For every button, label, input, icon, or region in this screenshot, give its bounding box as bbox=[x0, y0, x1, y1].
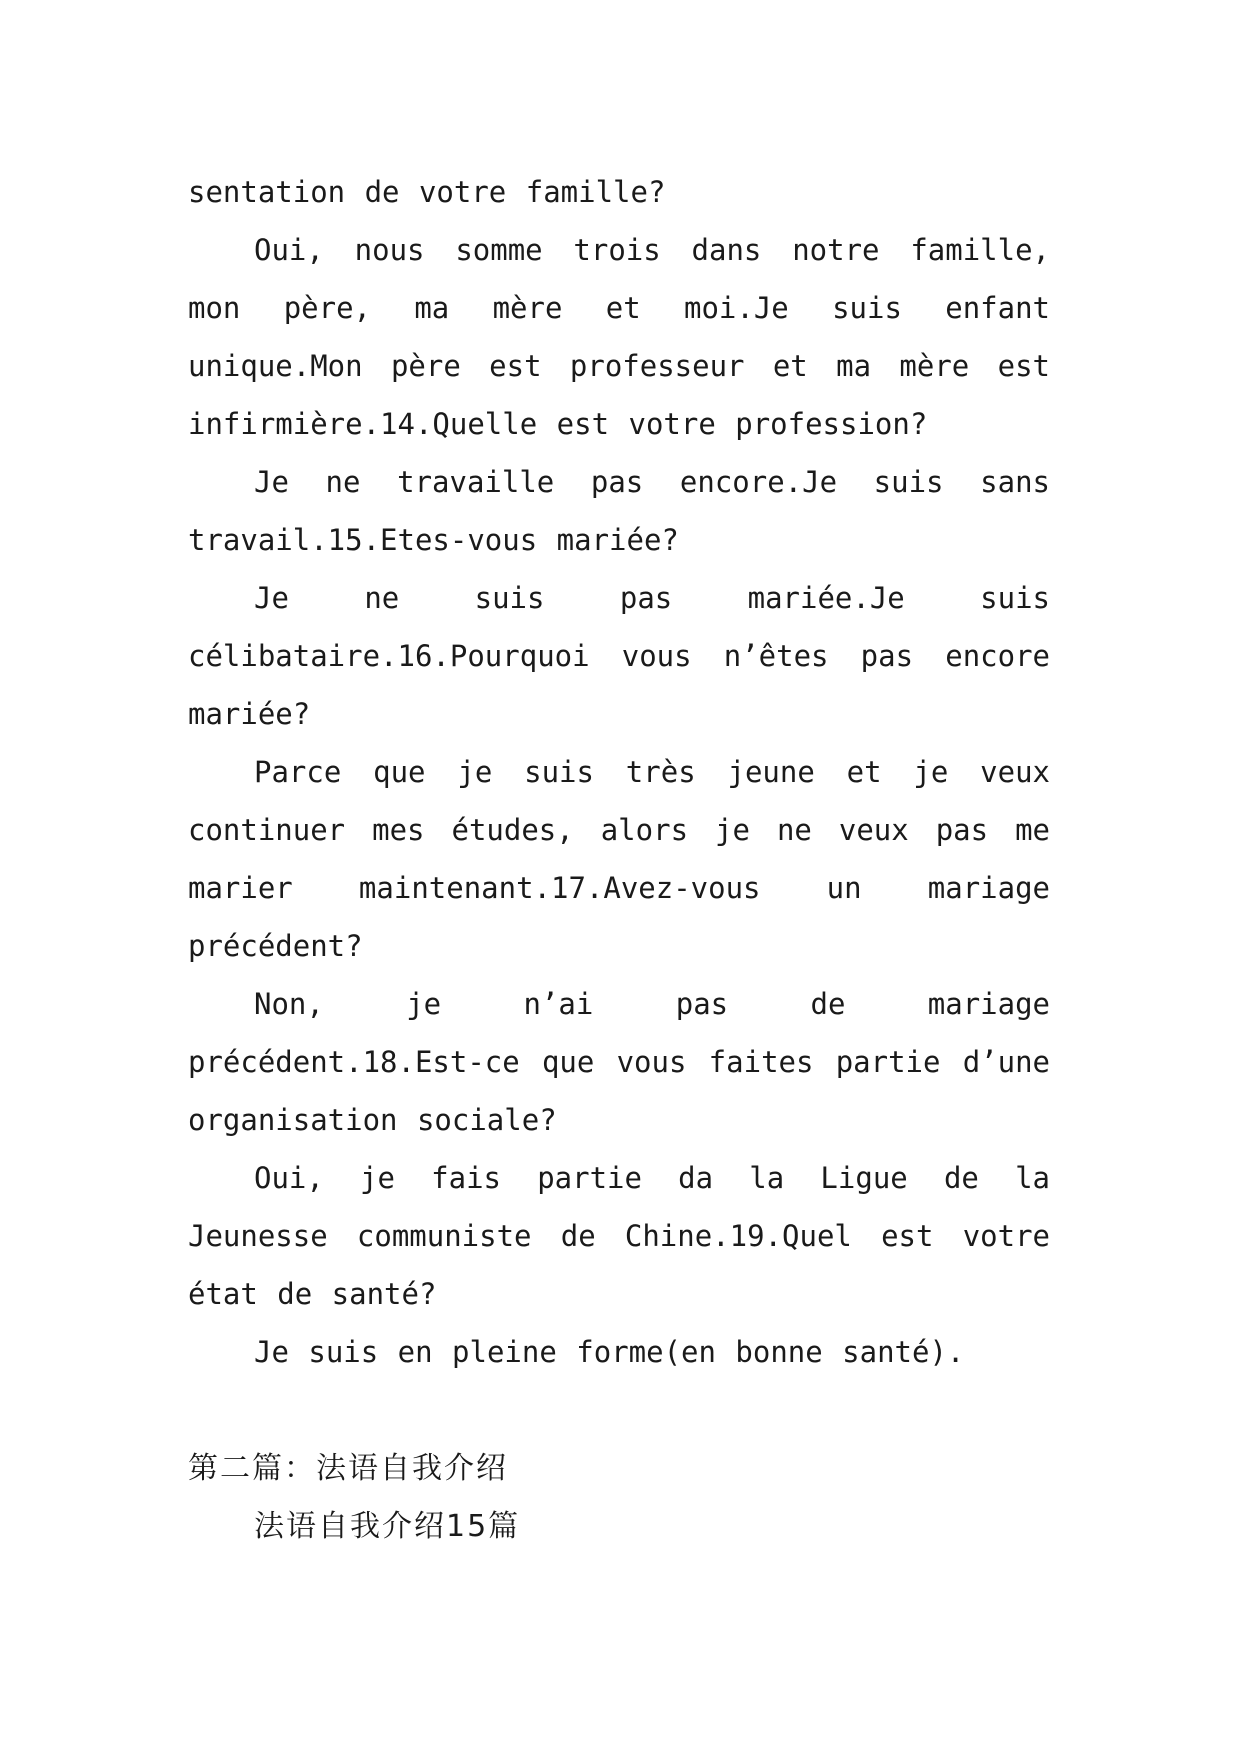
paragraph: Non, je n’ai pas de mariage précédent.18.Est-ce que vous faites partie d’une organisation sociale? bbox=[188, 987, 1050, 1137]
section-subheading: 法语自我介绍15篇 bbox=[254, 1509, 521, 1544]
paragraph: Je ne suis pas mariée.Je suis célibataire.16.Pourquoi vous n’êtes pas encore mariée? bbox=[188, 581, 1050, 731]
paragraph: Je suis en pleine forme(en bonne santé). bbox=[254, 1335, 965, 1369]
paragraph: Parce que je suis très jeune et je veux continuer mes études, alors je ne veux pas me marier maintenant.17.Avez-vous un mariage précédent? bbox=[188, 755, 1050, 963]
paragraph: sentation de votre famille? bbox=[188, 175, 666, 209]
paragraph: Je ne travaille pas encore.Je suis sans travail.15.Etes-vous mariée? bbox=[188, 465, 1050, 557]
document-body bbox=[188, 163, 1050, 1381]
paragraph: Oui, je fais partie da la Ligue de la Jeunesse communiste de Chine.19.Quel est votre état de santé? bbox=[188, 1161, 1050, 1311]
section-block bbox=[188, 1440, 1050, 1556]
section-heading: 第二篇：法语自我介绍 bbox=[188, 1451, 508, 1486]
paragraph: Oui, nous somme trois dans notre famille, mon père, ma mère et moi.Je suis enfant unique.Mon père est professeur et ma mère est infirmière.14.Quelle est votre profession? bbox=[188, 233, 1050, 441]
